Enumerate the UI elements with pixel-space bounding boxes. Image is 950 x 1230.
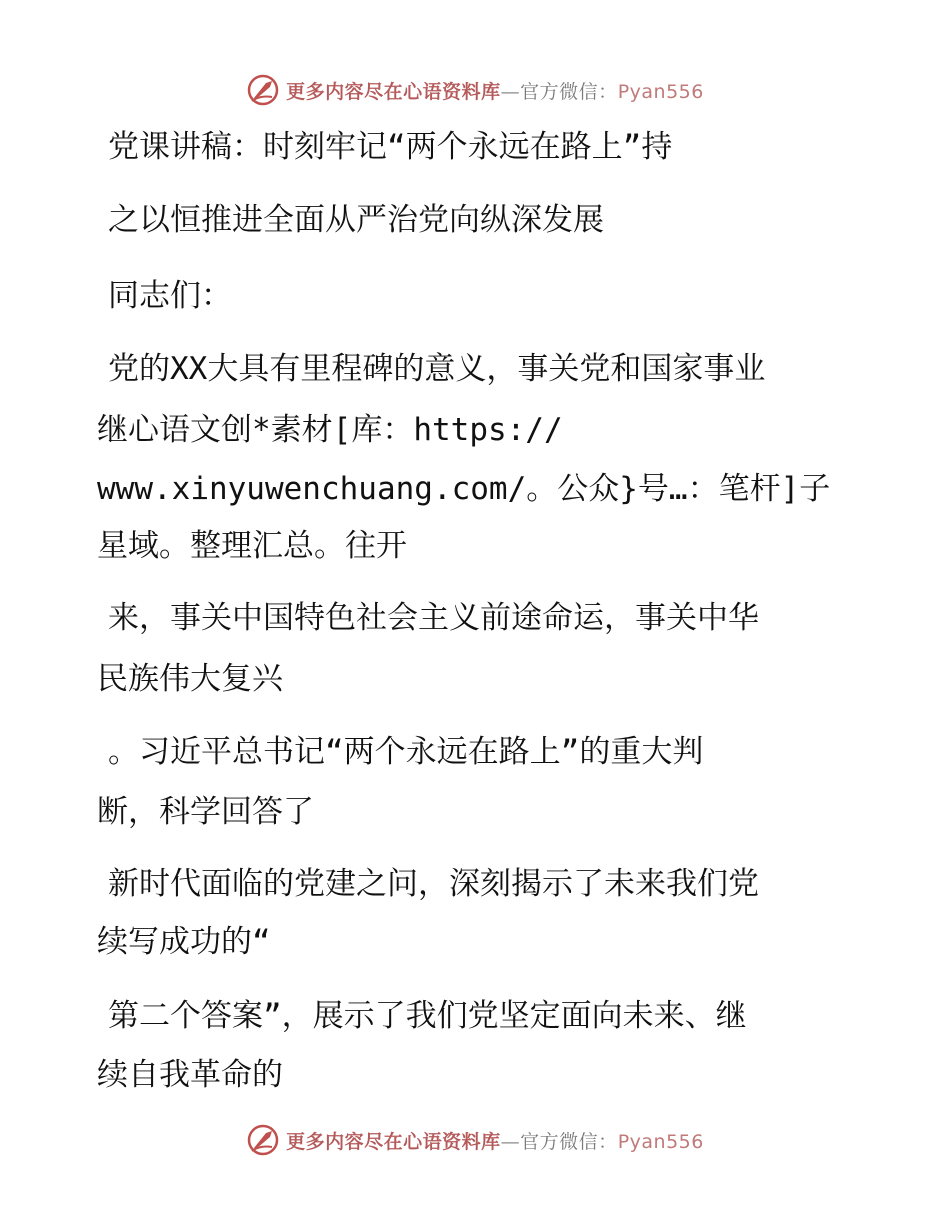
document-salutation: 同志们：: [108, 278, 232, 314]
document-title-line-2: 之以恒推进全面从严治党向纵深发展: [108, 202, 604, 238]
watermark-separator: —: [500, 80, 521, 103]
document-text-line: 星域。整理汇总。往开: [97, 528, 407, 564]
document-text-line: 第二个答案”，展示了我们党坚定面向未来、继: [108, 998, 747, 1034]
document-text-line: 来，事关中国特色社会主义前途命运，事关中华: [108, 600, 759, 636]
watermark-wechat-id: Pyan556: [617, 80, 704, 103]
document-title-line-1: 党课讲稿：时刻牢记“两个永远在路上”持: [108, 129, 673, 165]
watermark-wechat-label: 官方微信：: [520, 1130, 618, 1153]
document-text-line: 续写成功的“: [97, 924, 271, 960]
watermark-text: [286, 77, 704, 104]
quill-pen-logo-icon: [246, 1123, 280, 1157]
document-text-line: 民族伟大复兴: [97, 661, 283, 697]
watermark-separator: —: [500, 1130, 521, 1153]
quill-pen-logo-icon: [246, 73, 280, 107]
document-text-line: www.xinyuwenchuang.com/。公众}号…：笔杆]子: [97, 471, 831, 507]
watermark-wechat-id: Pyan556: [617, 1130, 704, 1153]
header-watermark: [0, 70, 950, 110]
document-text-line: 。习近平总书记“两个永远在路上”的重大判: [108, 734, 704, 770]
document-text-line: 断，科学回答了: [97, 794, 314, 830]
document-text-line: 续自我革命的: [97, 1057, 283, 1093]
watermark-text: [286, 1127, 704, 1154]
document-text-line: 新时代面临的党建之问，深刻揭示了未来我们党: [108, 866, 759, 902]
document-text-line: 党的XX大具有里程碑的意义，事关党和国家事业: [108, 351, 766, 387]
watermark-site-text: 更多内容尽在心语资料库: [286, 80, 501, 103]
document-text-line: 继心语文创*素材[库：https://: [97, 412, 563, 448]
watermark-wechat-label: 官方微信：: [520, 80, 618, 103]
watermark-site-text: 更多内容尽在心语资料库: [286, 1130, 501, 1153]
footer-watermark: [0, 1120, 950, 1160]
